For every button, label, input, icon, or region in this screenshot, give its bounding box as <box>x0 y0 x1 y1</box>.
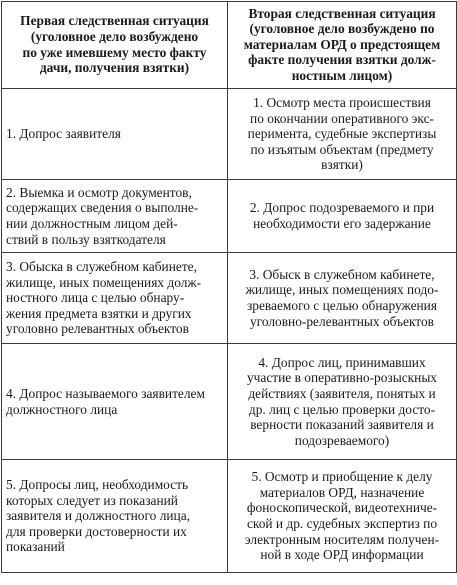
cell-line: 2. Выемка и осмотр документов, <box>6 184 192 200</box>
cell-line: для проверки достоверности их <box>6 523 187 539</box>
cell-line: должностного лица <box>6 401 118 417</box>
cell-line: показаний <box>6 539 65 555</box>
cell-line: ностного лица с целью обнару- <box>6 290 185 306</box>
cell-line: ной в ходе ОРД информации <box>260 547 424 563</box>
cell-line: (уголовное дело возбуждено <box>30 28 199 44</box>
first-situation-step-2 <box>2 180 228 253</box>
first-situation-step-5 <box>2 460 228 573</box>
cell-line: 4. Допрос называемого заявителем <box>6 385 205 401</box>
cell-line: действиях (заявителя, понятых и <box>248 385 436 401</box>
cell-line: жилище, иных помещениях подо- <box>245 282 439 298</box>
cell-line: 5. Осмотр и приобщение к делу <box>251 469 433 485</box>
second-situation-step-1 <box>228 89 457 180</box>
cell-line: (уголовное дело возбуждено по <box>249 21 435 37</box>
cell-line: подозреваемого) <box>294 432 390 448</box>
cell-line: по уже имевшему место факту <box>22 44 207 60</box>
cell-line: 3. Обыск в служебном кабинете, <box>249 266 435 282</box>
cell-line: ствий в пользу взяткодателя <box>6 231 166 247</box>
cell-line: верности показаний заявителя и <box>250 417 434 433</box>
cell-line: жилище, иных помещениях долж- <box>6 274 202 290</box>
cell-line: уголовно-релевантных объектов <box>249 313 435 329</box>
table-row <box>2 344 457 460</box>
cell-line: 1. Осмотр места происшествия <box>253 95 431 111</box>
cell-line: материалам ОРД о предстоящем <box>243 36 441 52</box>
cell-line: 3. Обыска в служебном кабинете, <box>6 259 197 275</box>
cell-line: по окончании оперативного экс- <box>250 110 434 126</box>
cell-line: электронным носителям получен- <box>244 531 440 547</box>
first-situation-step-4 <box>2 344 228 460</box>
cell-line: фоноскопической, видеотехниче- <box>246 500 438 516</box>
header-row <box>2 2 457 89</box>
table-row <box>2 253 457 344</box>
cell-line: 5. Допросы лиц, необходимость <box>6 477 189 493</box>
cell-line: Первая следственная ситуация <box>20 13 209 29</box>
situations-table <box>1 1 457 573</box>
cell-line: заявителя и должностного лица, <box>6 508 191 524</box>
cell-line: Вторая следственная ситуация <box>248 5 436 21</box>
first-situation-step-1 <box>2 89 228 180</box>
second-situation-step-5 <box>228 460 457 573</box>
cell-line: участие в оперативно-розыскных <box>246 370 438 386</box>
cell-line: 4. Допрос лиц, принимавших <box>258 354 426 370</box>
cell-line: дачи, получения взятки) <box>39 60 190 76</box>
second-situation-step-4 <box>228 344 457 460</box>
cell-line: нии должностным лицом дей- <box>6 216 178 231</box>
table-row <box>2 180 457 253</box>
second-situation-step-3 <box>228 253 457 344</box>
cell-line: зреваемого с целью обнаружения <box>246 298 438 313</box>
header-first-situation <box>2 2 228 89</box>
cell-line: др. лиц с целью проверки досто- <box>248 401 436 417</box>
header-second-situation <box>228 2 457 89</box>
cell-line: необходимости его задержание <box>253 216 431 231</box>
cell-line: факте получения взятки долж- <box>248 52 436 68</box>
cell-line: 1. Допрос заявителя <box>6 126 121 142</box>
cell-line: которых следует из показаний <box>6 492 178 508</box>
first-situation-step-3 <box>2 253 228 344</box>
cell-line: ностным лицом) <box>291 67 393 83</box>
cell-line: содержащих сведения о выполне- <box>6 200 199 216</box>
cell-line: 2. Допрос подозреваемого и при <box>249 200 435 216</box>
cell-line: ской и др. судебных экспертиз по <box>246 516 438 531</box>
cell-line: по изъятым объектам (предмету <box>250 141 434 157</box>
cell-line: взятки) <box>321 157 363 173</box>
table-row <box>2 460 457 573</box>
cell-line: жения предмета взятки и других <box>6 305 192 321</box>
cell-line: уголовно релевантных объектов <box>6 321 189 337</box>
cell-line: материалов ОРД, назначение <box>259 484 425 500</box>
second-situation-step-2 <box>228 180 457 253</box>
table-row <box>2 89 457 180</box>
cell-line: перимента, судебные экспертизы <box>247 126 437 142</box>
